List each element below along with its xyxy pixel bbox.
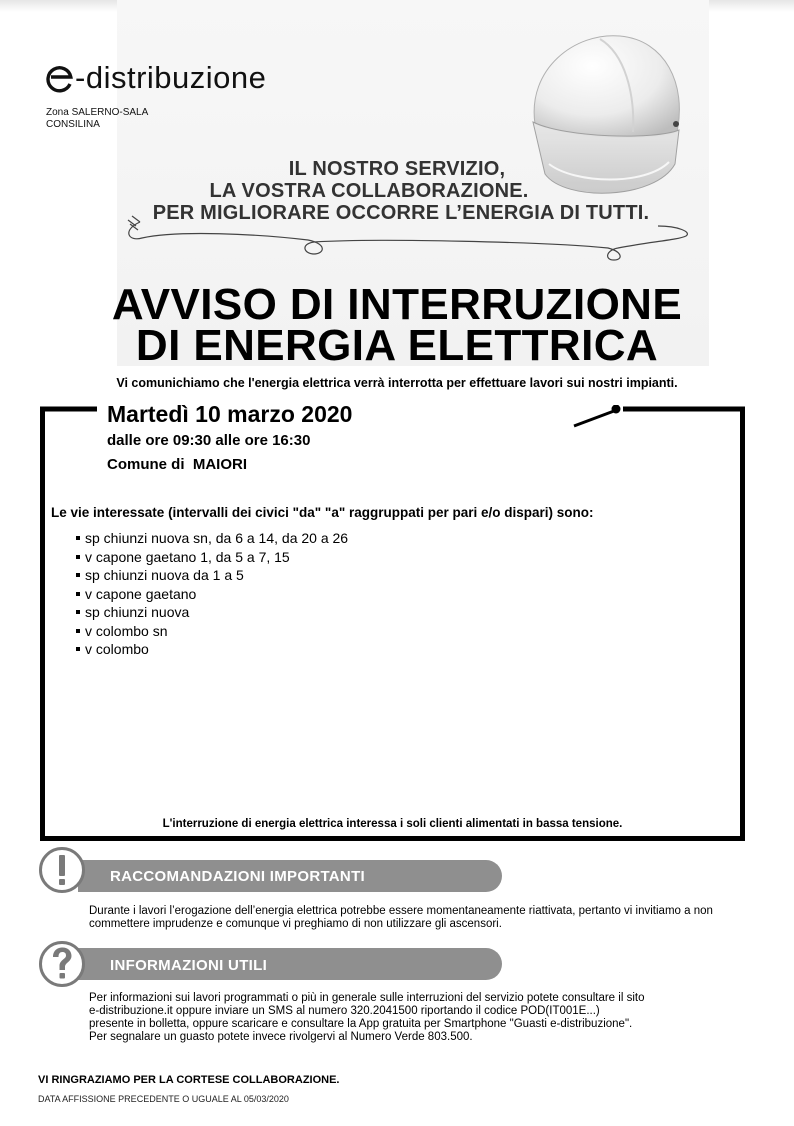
recommendations-title: RACCOMANDAZIONI IMPORTANTI: [110, 868, 365, 885]
bullet-icon: [76, 610, 80, 614]
interruption-hours: dalle ore 09:30 alle ore 16:30: [107, 432, 311, 449]
street-name: sp chiunzi nuova da 1 a 5: [85, 567, 244, 583]
info-body: [89, 992, 759, 1044]
list-item: [76, 640, 348, 659]
street-name: v capone gaetano: [85, 585, 197, 602]
streets-list: [76, 529, 348, 659]
plug-wire-decoration: [118, 208, 698, 270]
low-voltage-footnote: L'interruzione di energia elettrica interessa i soli clienti alimentati in bassa tensione.: [162, 818, 623, 830]
list-item: [76, 603, 348, 622]
question-icon: [38, 940, 86, 988]
headline-line-1: AVVISO DI INTERRUZIONE: [111, 280, 683, 329]
street-name: v capone gaetano 1, da 5 a 7, 15: [85, 548, 290, 565]
info-line: e-distribuzione.it oppure inviare un SMS al numero 320.2041500 riportando il codice POD(IT001E...): [89, 1005, 600, 1017]
exclamation-icon: [38, 846, 86, 894]
posting-date: DATA AFFISSIONE PRECEDENTE O UGUALE AL 05/03/2020: [38, 1094, 289, 1104]
bullet-icon: [76, 647, 80, 651]
zone-label: Zona SALERNO-SALA CONSILINA: [46, 107, 148, 130]
slogan-line-2: LA VOSTRA COLLABORAZIONE.: [209, 180, 529, 202]
list-item: [76, 622, 348, 641]
bullet-icon: [76, 555, 80, 559]
info-line: Per informazioni sui lavori programmati o più in generale sulle interruzioni del servizio potete consultare il sito: [89, 992, 645, 1004]
interruption-date: Martedì 10 marzo 2020: [107, 401, 353, 427]
street-name: v colombo sn: [85, 622, 168, 639]
thanks-text: VI RINGRAZIAMO PER LA CORTESE COLLABORAZIONE.: [38, 1074, 340, 1086]
bullet-icon: [76, 629, 80, 633]
list-item: [76, 529, 348, 548]
brand-logo: [44, 62, 266, 93]
info-line: presente in bolletta, oppure scaricare e consultare la App gratuita per Smartphone "Guasti e-distribuzione".: [89, 1018, 633, 1030]
list-item: [76, 585, 348, 604]
info-title: INFORMAZIONI UTILI: [110, 957, 268, 974]
bullet-icon: [76, 592, 80, 596]
e-logo-icon: [44, 63, 74, 93]
intro-text: Vi comunichiamo che l'energia elettrica verrà interrotta per effettuare lavori sui nostri impianti.: [116, 376, 678, 390]
streets-intro: Le vie interessate (intervalli dei civici "da" "a" raggruppati per pari e/o dispari) sono:: [51, 505, 594, 520]
brand-name: -distribuzione: [75, 60, 267, 95]
info-line: Per segnalare un guasto potete invece rivolgervi al Numero Verde 803.500.: [89, 1031, 473, 1043]
municipality: Comune di MAIORI: [107, 456, 247, 473]
headline-line-2: DI ENERGIA ELETTRICA: [135, 321, 659, 370]
list-item: [76, 548, 348, 567]
slogan-line-1: IL NOSTRO SERVIZIO,: [288, 158, 506, 180]
bullet-icon: [76, 573, 80, 577]
street-name: v colombo: [85, 641, 149, 657]
bullet-icon: [76, 536, 80, 540]
slogan-line-3: PER MIGLIORARE OCCORRE L’ENERGIA DI TUTTI.: [152, 202, 650, 224]
list-item: [76, 566, 348, 585]
recommendations-body: Durante i lavori l’erogazione dell’energia elettrica potrebbe essere momentaneamente riattivata, pertanto vi invitiamo a non commettere imprudenze e comunque vi preghiamo di non utilizzare gli ascensori.: [89, 905, 713, 930]
street-name: sp chiunzi nuova: [85, 604, 190, 620]
street-name: sp chiunzi nuova sn, da 6 a 14, da 20 a 26: [85, 530, 349, 546]
